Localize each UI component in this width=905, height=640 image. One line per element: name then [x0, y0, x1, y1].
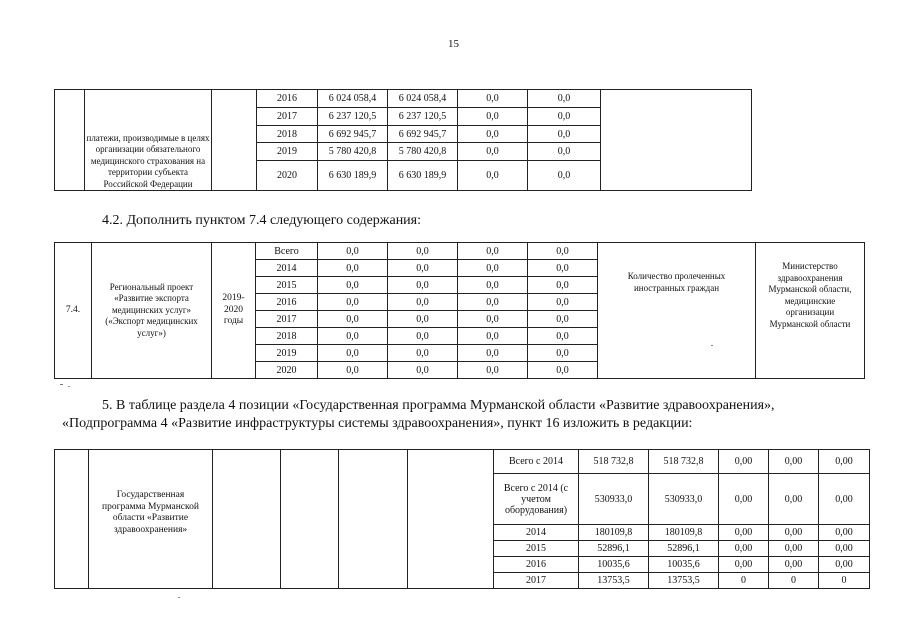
value-cell: 0,0 [318, 362, 388, 379]
value-cell: 0,00 [769, 450, 819, 474]
value-cell: 0,00 [719, 474, 769, 525]
value-cell: 0 [819, 573, 870, 589]
financing-table-continuation [54, 89, 752, 191]
value-cell: 0,0 [458, 161, 528, 191]
value-cell: 0,0 [318, 243, 388, 260]
period-cell [212, 90, 257, 191]
value-cell: 0,00 [719, 525, 769, 541]
budget-cell: 530933,0 [649, 474, 719, 525]
page-number: 15 [448, 38, 459, 50]
project-period: 2019-2020 годы [222, 293, 245, 327]
total-cell: 6 630 189,9 [318, 161, 388, 191]
indicator-text: Количество пролеченных иностранных граждан [627, 271, 726, 293]
empty-cell [281, 450, 339, 589]
value-cell: 0,0 [388, 243, 458, 260]
budget-cell: 180109,8 [649, 525, 719, 541]
value-cell: 0,0 [388, 311, 458, 328]
value-cell: 0,0 [528, 161, 601, 191]
row-label-cell: 2014 [494, 525, 579, 541]
budget-cell: 6 630 189,9 [388, 161, 458, 191]
total-cell: 530933,0 [579, 474, 649, 525]
year-cell: 2014 [256, 260, 318, 277]
section-5-paragraph-line1: 5. В таблице раздела 4 позиции «Государственная программа Мурманской области «Развитие здравоохранения», [102, 398, 775, 413]
year-cell: 2019 [256, 345, 318, 362]
value-cell: 0,0 [458, 294, 528, 311]
value-cell: 0,0 [388, 277, 458, 294]
row-label-cell: Всего с 2014 [494, 450, 579, 474]
budget-cell: 6 024 058,4 [388, 90, 458, 108]
value-cell: 0,00 [719, 450, 769, 474]
value-cell: 0,0 [318, 294, 388, 311]
year-cell: Всего [256, 243, 318, 260]
value-cell: 0,0 [458, 108, 528, 126]
year-cell: 2017 [257, 108, 318, 126]
value-cell: 0,00 [769, 474, 819, 525]
budget-cell: 10035,6 [649, 557, 719, 573]
value-cell: 0,0 [528, 311, 598, 328]
value-cell: 0,0 [318, 311, 388, 328]
budget-cell: 52896,1 [649, 541, 719, 557]
year-cell: 2019 [257, 143, 318, 161]
value-cell: 0,0 [318, 328, 388, 345]
total-cell: 13753,5 [579, 573, 649, 589]
value-cell: 0,0 [458, 243, 528, 260]
section-5-paragraph-line2: «Подпрограмма 4 «Развитие инфраструктуры системы здравоохранения», пункт 16 изложить в редакции: [62, 416, 693, 431]
total-cell: 52896,1 [579, 541, 649, 557]
row-label-cell: 2015 [494, 541, 579, 557]
period-cell [212, 243, 256, 379]
expense-label: платежи, производимые в целях организации обязательного медицинского страхования на территории субъекта Российской Федерации [86, 132, 210, 189]
year-cell: 2015 [256, 277, 318, 294]
year-cell: 2018 [257, 126, 318, 143]
item-number-cell [55, 243, 92, 379]
value-cell: 0,00 [769, 557, 819, 573]
value-cell: 0,0 [458, 362, 528, 379]
value-cell: 0,0 [458, 90, 528, 108]
budget-cell: 13753,5 [649, 573, 719, 589]
indicator-cell [601, 90, 752, 191]
year-cell: 2016 [256, 294, 318, 311]
value-cell: 0,0 [458, 328, 528, 345]
budget-cell: 5 780 420,8 [388, 143, 458, 161]
project-name-cell [92, 243, 212, 379]
budget-cell: 6 237 120,5 [388, 108, 458, 126]
year-cell: 2020 [256, 362, 318, 379]
value-cell: 0,0 [388, 328, 458, 345]
value-cell: 0,00 [769, 541, 819, 557]
value-cell: 0,0 [528, 90, 601, 108]
value-cell: 0,0 [458, 143, 528, 161]
value-cell: 0,0 [528, 143, 601, 161]
empty-cell [213, 450, 281, 589]
project-name: Региональный проект «Развитие экспорта медицинских услуг» («Экспорт медицинских услуг») [105, 281, 198, 338]
executor-cell [756, 243, 865, 379]
value-cell: 0,00 [819, 525, 870, 541]
value-cell: 0,0 [318, 260, 388, 277]
value-cell: 0,0 [388, 260, 458, 277]
value-cell: 0 [769, 573, 819, 589]
value-cell: 0,0 [458, 260, 528, 277]
item-number-cell [55, 90, 85, 191]
total-cell: 6 024 058,4 [318, 90, 388, 108]
value-cell: 0,0 [388, 294, 458, 311]
value-cell: 0,0 [388, 345, 458, 362]
value-cell: 0,0 [528, 294, 598, 311]
value-cell: 0,00 [819, 541, 870, 557]
value-cell: 0,0 [458, 311, 528, 328]
executor-text: Министерство здравоохранения Мурманской области, медицинские организации Мурманской области [768, 261, 852, 329]
value-cell: 0,0 [528, 260, 598, 277]
value-cell: 0,0 [458, 126, 528, 143]
indicator-cell [598, 243, 756, 379]
row-label-cell: 2017 [494, 573, 579, 589]
value-cell: 0,0 [528, 328, 598, 345]
regional-project-table [54, 242, 865, 379]
empty-cell [408, 450, 494, 589]
value-cell: 0,00 [719, 557, 769, 573]
value-cell: 0,0 [318, 345, 388, 362]
value-cell: 0,0 [528, 362, 598, 379]
total-cell: 518 732,8 [579, 450, 649, 474]
year-cell: 2016 [257, 90, 318, 108]
scan-speck [68, 386, 70, 387]
total-cell: 5 780 420,8 [318, 143, 388, 161]
item-number: 7.4. [65, 305, 81, 315]
scan-speck [60, 384, 63, 385]
value-cell: 0,0 [318, 277, 388, 294]
section-heading-4-2: 4.2. Дополнить пунктом 7.4 следующего содержания: [102, 213, 422, 228]
program-name-cell [89, 450, 213, 589]
row-label-cell: 2016 [494, 557, 579, 573]
scan-speck [178, 597, 180, 598]
value-cell: 0,0 [528, 126, 601, 143]
total-cell: 6 692 945,7 [318, 126, 388, 143]
value-cell: 0,0 [528, 277, 598, 294]
expense-label-cell [85, 90, 212, 191]
value-cell: 0,00 [819, 557, 870, 573]
value-cell: 0,0 [528, 243, 598, 260]
value-cell: 0,00 [819, 450, 870, 474]
value-cell: 0 [719, 573, 769, 589]
value-cell: 0,0 [458, 277, 528, 294]
empty-cell [339, 450, 408, 589]
value-cell: 0,00 [769, 525, 819, 541]
state-program-table [54, 449, 870, 589]
total-cell: 6 237 120,5 [318, 108, 388, 126]
year-cell: 2018 [256, 328, 318, 345]
value-cell: 0,00 [819, 474, 870, 525]
item-number-cell [55, 450, 89, 589]
value-cell: 0,0 [388, 362, 458, 379]
year-cell: 2017 [256, 311, 318, 328]
value-cell: 0,0 [528, 108, 601, 126]
value-cell: 0,00 [719, 541, 769, 557]
program-name: Государственная программа Мурманской области «Развитие здравоохранения» [102, 490, 199, 535]
total-cell: 10035,6 [579, 557, 649, 573]
row-label-cell: Всего с 2014 (с учетом оборудования) [494, 474, 579, 525]
total-cell: 180109,8 [579, 525, 649, 541]
value-cell: 0,0 [458, 345, 528, 362]
year-cell: 2020 [257, 161, 318, 191]
budget-cell: 6 692 945,7 [388, 126, 458, 143]
scan-speck [711, 345, 713, 346]
value-cell: 0,0 [528, 345, 598, 362]
budget-cell: 518 732,8 [649, 450, 719, 474]
